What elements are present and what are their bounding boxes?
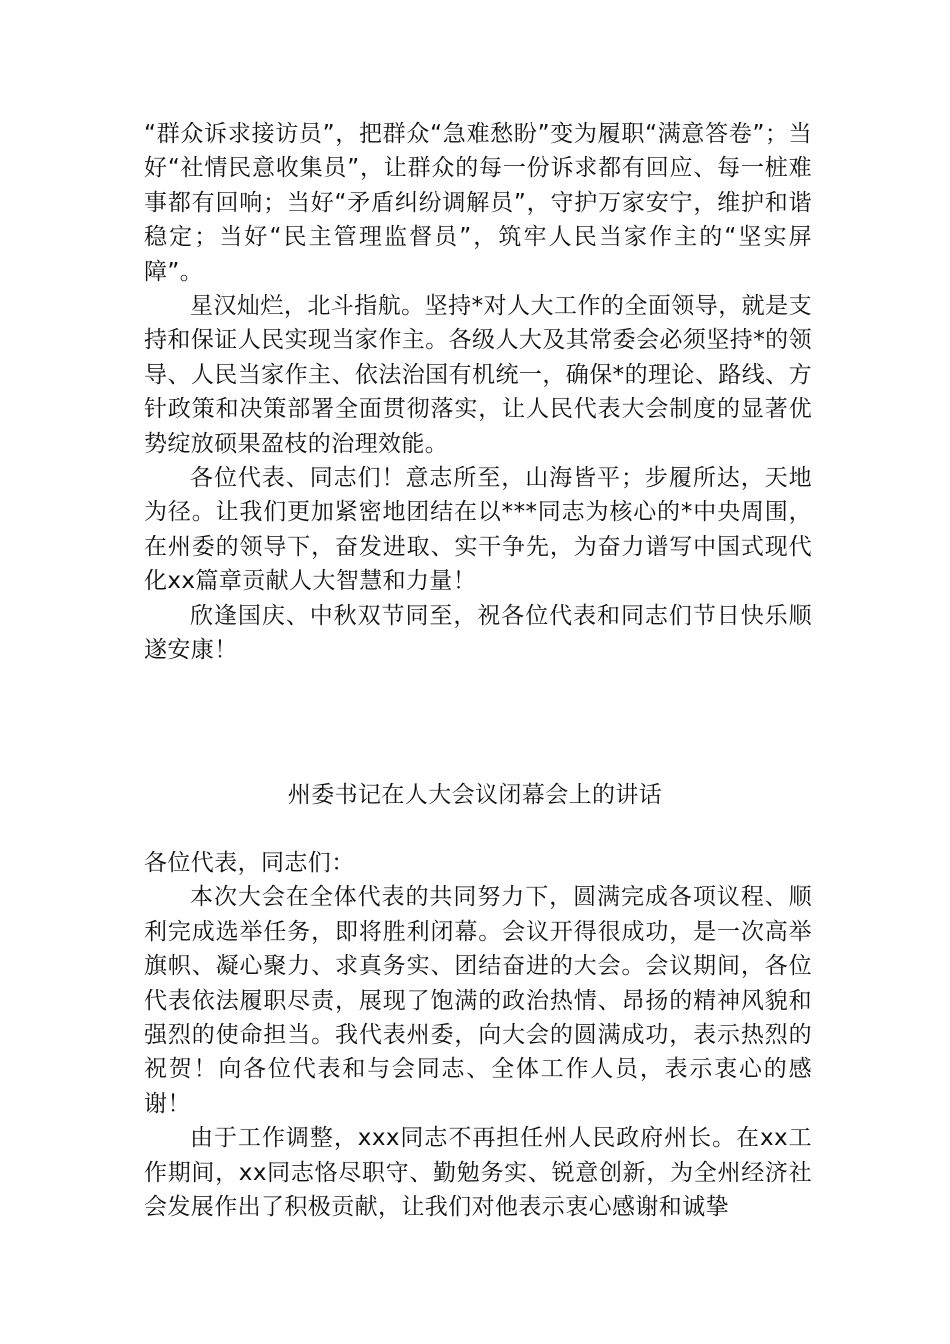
paragraph: 欣逢国庆、中秋双节同至，祝各位代表和同志们节日快乐顺遂安康！	[144, 602, 812, 664]
speech-title: 州委书记在人大会议闭幕会上的讲话	[287, 782, 663, 808]
paragraph: 本次大会在全体代表的共同努力下，圆满完成各项议程、顺利完成选举任务，即将胜利闭幕。会议开得很成功，是一次高举旗帜、凝心聚力、求真务实、团结奋进的大会。会议期间，各位代表依法履职尽责，展现了饱满的政治热情、昂扬的精神风貌和强烈的使命担当。我代表州委，向大会的圆满成功，表示热烈的祝贺！向各位代表和与会同志、全体工作人员，表示衷心的感谢！	[144, 884, 812, 1117]
upper-text-section	[144, 117, 812, 668]
paragraph: 各位代表、同志们！意志所至，山海皆平；步履所达，天地为径。让我们更加紧密地团结在以***同志为核心的*中央周围，在州委的领导下，奋发进取、实干争先，为奋力谱写中国式现代化xx篇章贡献人大智慧和力量！	[144, 465, 812, 595]
paragraph-continuation: “群众诉求接访员”，把群众“急难愁盼”变为履职“满意答卷”；当好“社情民意收集员”，让群众的每一份诉求都有回应、每一桩难事都有回响；当好“矛盾纠纷调解员”，守护万家安宁，维护和谐稳定；当好“民主管理监督员”，筑牢人民当家作主的“坚实屏障”。	[144, 121, 812, 285]
speech-body-section	[144, 846, 812, 1224]
paragraph: 星汉灿烂，北斗指航。坚持*对人大工作的全面领导，就是支持和保证人民实现当家作主。各级人大及其常委会必须坚持*的领导、人民当家作主、依法治国有机统一，确保*的理论、路线、方针政策和决策部署全面贯彻落实，让人民代表大会制度的显著优势绽放硕果盈枝的治理效能。	[144, 293, 812, 457]
salutation: 各位代表，同志们：	[144, 850, 355, 876]
paragraph: 由于工作调整，xxx同志不再担任州人民政府州长。在xx工作期间，xx同志恪尽职守、勤勉务实、锐意创新，为全州经济社会发展作出了积极贡献，让我们对他表示衷心感谢和诚挚	[144, 1125, 812, 1221]
